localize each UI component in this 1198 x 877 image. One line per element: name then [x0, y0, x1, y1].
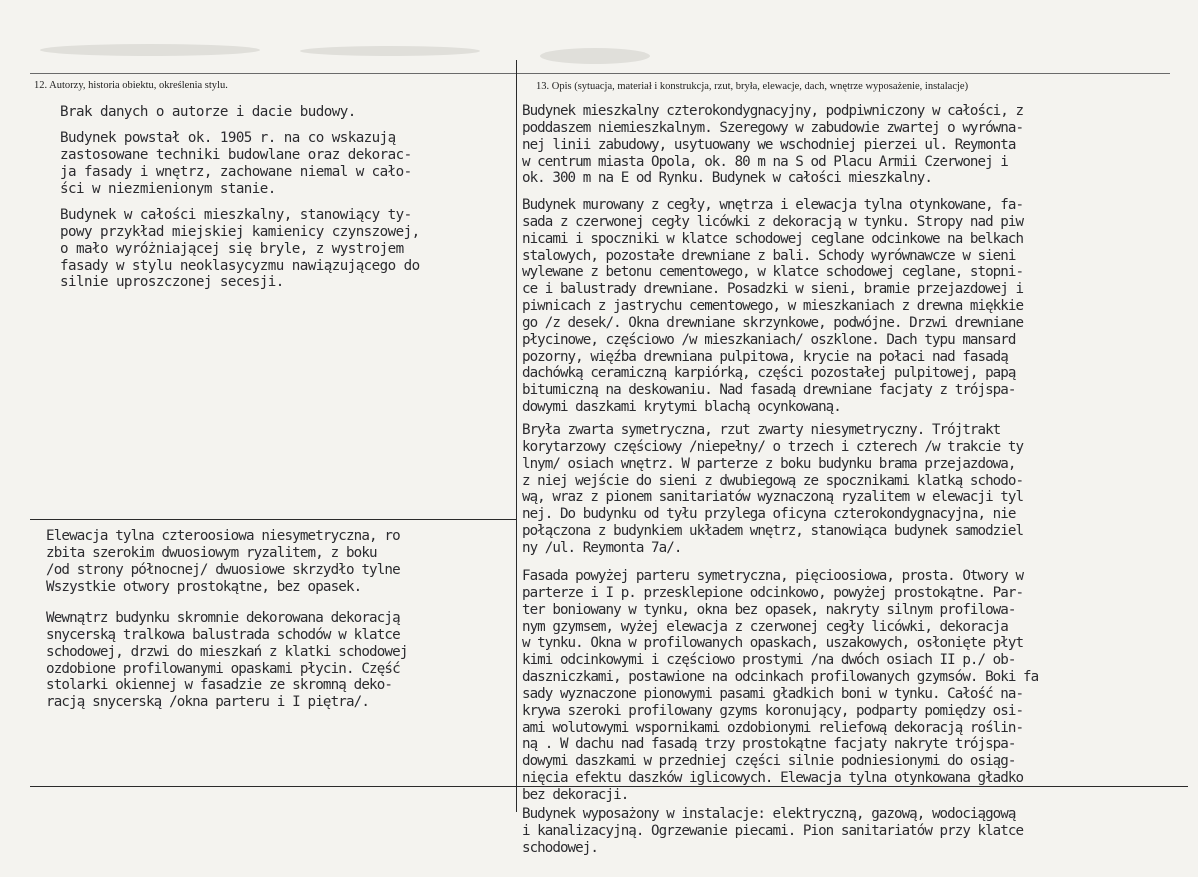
- construction-paragraph: Budynek murowany z cegły, wnętrza i elewacja tylna otynkowane, fa- sada z czerwonej cegły licówki z dekoracją w tynku. Stropy nad piw nicami i spoczniki w klatce schodowej ceglane odcinkowe na belkach stalowych, pozostałe drewniane z bali. Schody wyrównawcze w sieni wylewane z betonu cementowego, w klatce schodowej ceglane, stopni- ce i balustrady drewniane. Posadzki w sieni, bramie przejazdowej i piwnicach z jastrychu cementowego, w mieszkaniach z drewna miękkie go /z desek/. Okna drewniane skrzynkowe, podwójne. Drzwi drewniane płycinowe, częściowo /w mieszkaniach/ oszklone. Dach typu mansard pozorny, więźba drewniana pulpitowa, krycie na połaci nad fasadą dachówką ceramiczną karpiórką, części pozostałej pulpitowej, papą bitumiczną na deskowaniu. Nad fasadą drewniane facjaty z trójspa- dowymi daszkami krytymi blachą ocynkowaną.: [522, 197, 1024, 416]
- section-12-header: 12. Autorzy, historia obiektu, określenia stylu.: [34, 80, 228, 91]
- rear-elevation-paragraph: Elewacja tylna czteroosiowa niesymetryczna, ro zbita szerokim dwuosiowym ryzalitem, z boku /od strony północnej/ dwuosiowe skrzydło tylne Wszystkie otwory prostokątne, bez opasek.: [46, 528, 400, 595]
- facade-paragraph: Fasada powyżej parteru symetryczna, pięcioosiowa, prosta. Otwory w parterze i I p. przesklepione odcinkowo, powyżej prostokątne. Par- ter boniowany w tynku, okna bez opasek, nakryty silnym profilowa- nym gzymsem, wyżej elewacja z czerwonej cegły licówki, dekoracja w tynku. Okna w profilowanych opaskach, uszakowych, osłonięte płyt kimi odcinkowymi i częściowo prostymi /na dwóch osiach II p./ ob- daszniczkami, postawione na odcinkach profilowanych gzymsów. Boki fa sady wyznaczone pionowymi pasami gładkich boni w tynku. Całość na- krywa szeroki profilowany gzyms koronujący, podparty pomiędzy osi- ami wolutowymi wspornikami ozdobionymi reliefową dekoracją roślin- ną . W dachu nad fasadą trzy prostokątne facjaty nakryte trójspa- dowymi daszkami w przedniej części silnie podniesionymi do osiąg- nięcia efektu daszków iglicowych. Elewacja tylna otynkowana gładko bez dekoracji.: [522, 568, 1039, 803]
- style-paragraph: Budynek w całości mieszkalny, stanowiący ty- powy przykład miejskiej kamienicy czynszowej, o mało wyróżniającej się bryle, z wystrojem fasady w stylu neoklasycyzmu nawiązującego do silnie uproszczonej secesji.: [60, 207, 420, 291]
- history-paragraph: Budynek powstał ok. 1905 r. na co wskazują zastosowane techniki budowlane oraz dekorac- ja fasady i wnętrz, zachowane niemal w cało- ści w niezmienionym stanie.: [60, 130, 412, 197]
- top-rule: [30, 73, 1170, 74]
- interior-decoration-paragraph: Wewnątrz budynku skromnie dekorowana dekoracją snycerską tralkowa balustrada schodów w klatce schodowej, drzwi do mieszkań z klatki schodowej ozdobione profilowanymi opaskami płycin. Część stolarki okiennej w fasadzie ze skromną deko- racją snycerską /okna parteru i I piętra/.: [46, 610, 408, 711]
- layout-paragraph: Bryła zwarta symetryczna, rzut zwarty niesymetryczny. Trójtrakt korytarzowy częściowy /niepełny/ o trzech i czterech /w trakcie ty lnym/ osiach wnętrz. W parterze z boku budynku brama przejazdowa, z niej wejście do sieni z dwubiegową ze spocznikami klatką schodo- wą, wraz z pionem sanitariatów wyznaczoną ryzalitem w elewacji tyl nej. Do budynku od tyłu przylega oficyna czterokondygnacyjna, nie połączona z budynkiem układem wnętrz, stanowiąca budynek samodziel ny /ul. Reymonta 7a/.: [522, 422, 1024, 556]
- section-13-header: 13. Opis (sytuacja, materiał i konstrukcja, rzut, bryła, elewacje, dach, wnętrze wyposażenie, instalacje): [536, 81, 969, 92]
- location-paragraph: Budynek mieszkalny czterokondygnacyjny, podpiwniczony w całości, z poddaszem niemieszkalnym. Szeregowy w zabudowie zwartej o wyrówna- nej linii zabudowy, usytuowany we wschodniej pierzei ul. Reymonta w centrum miasta Opola, ok. 80 m na S od Placu Armii Czerwonej i ok. 300 m na E od Rynku. Budynek w całości mieszkalny.: [522, 103, 1024, 187]
- installations-paragraph: Budynek wyposażony w instalacje: elektryczną, gazową, wodociągową i kanalizacyjną. Ogrzewanie piecami. Pion sanitariatów przy klatce schodowej.: [522, 806, 1024, 856]
- column-divider: [516, 60, 517, 812]
- ink-smudge: [540, 48, 650, 64]
- authors-paragraph: Brak danych o autorze i dacie budowy.: [60, 104, 356, 120]
- left-section-divider: [30, 519, 517, 520]
- ink-smudge: [40, 44, 260, 56]
- ink-smudge: [300, 46, 480, 56]
